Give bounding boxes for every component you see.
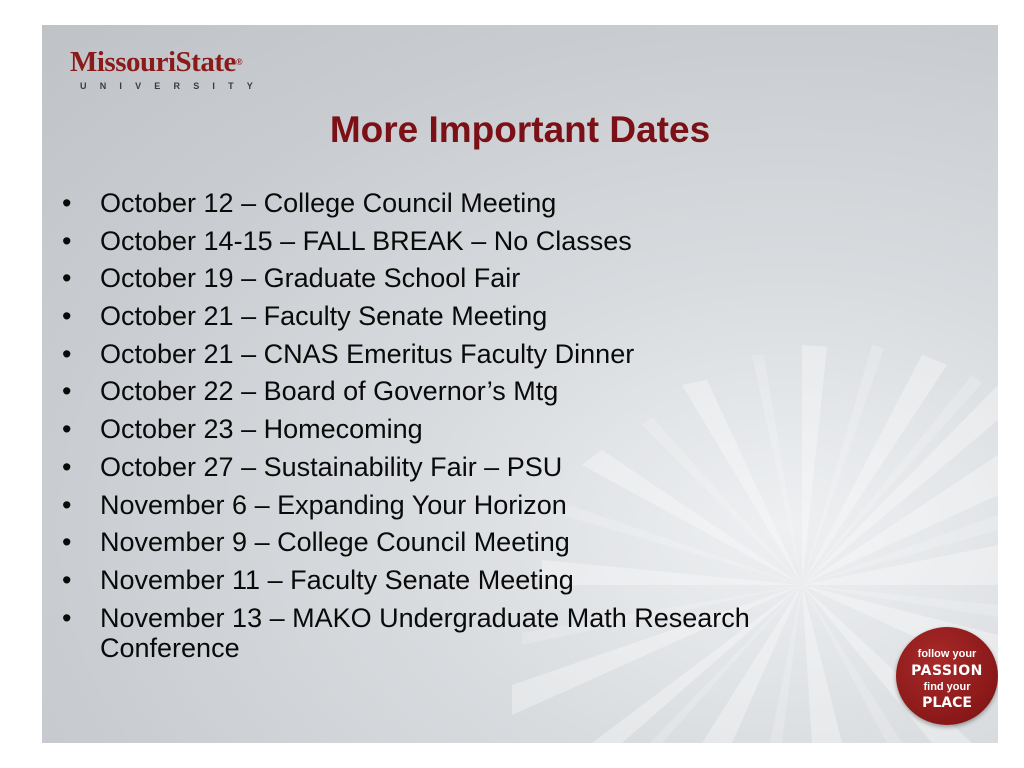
slide-title: More Important Dates — [329, 109, 711, 150]
list-item — [58, 226, 888, 256]
list-item-text: October 21 – CNAS Emeritus Faculty Dinner — [100, 338, 635, 369]
list-item-text: November 13 – MAKO Undergraduate Math Research Conference — [100, 602, 750, 663]
bullet: • — [62, 489, 72, 520]
list-item — [58, 339, 888, 369]
badge-line-follow: follow your — [917, 648, 977, 660]
bullet: • — [62, 376, 72, 407]
list-item — [58, 414, 888, 444]
dates-list — [58, 188, 888, 670]
list-item — [58, 188, 888, 218]
bullet: • — [62, 225, 72, 256]
list-item-text: October 21 – Faculty Senate Meeting — [100, 301, 548, 332]
university-logo — [70, 47, 266, 91]
logo-subtitle: UNIVERSITY — [80, 81, 267, 91]
bullet: • — [62, 602, 72, 633]
list-item-text: October 14-15 – FALL BREAK – No Classes — [100, 225, 632, 256]
bullet: • — [62, 301, 72, 332]
list-item — [58, 565, 888, 595]
list-item-text: November 11 – Faculty Senate Meeting — [100, 564, 574, 595]
list-item — [58, 301, 888, 331]
list-item-text: October 23 – Homecoming — [100, 414, 423, 445]
list-item — [58, 527, 888, 557]
list-item — [58, 452, 888, 482]
slide — [42, 25, 998, 743]
bullet: • — [62, 338, 72, 369]
list-item-text: October 12 – College Council Meeting — [100, 188, 557, 218]
list-item — [58, 603, 888, 663]
list-item-text: October 22 – Board of Governor’s Mtg — [100, 376, 559, 407]
bullet: • — [62, 564, 72, 595]
badge-line-place: PLACE — [922, 695, 972, 711]
list-item-text: October 19 – Graduate School Fair — [100, 263, 521, 294]
bullet: • — [62, 414, 72, 445]
bullet: • — [62, 263, 72, 294]
list-item — [58, 263, 888, 293]
badge-line-find: find your — [923, 681, 971, 693]
bullet: • — [62, 188, 72, 218]
logo-wordmark: MissouriState® — [70, 46, 243, 78]
list-item-text: November 9 – College Council Meeting — [100, 527, 570, 558]
list-item-text: November 6 – Expanding Your Horizon — [100, 489, 567, 520]
list-item — [58, 490, 888, 520]
bullet: • — [62, 527, 72, 558]
bullet: • — [62, 451, 72, 482]
list-item — [58, 376, 888, 406]
badge-line-passion: PASSION — [911, 663, 983, 679]
list-item-text: October 27 – Sustainability Fair – PSU — [100, 451, 563, 482]
passion-place-badge — [896, 627, 998, 725]
